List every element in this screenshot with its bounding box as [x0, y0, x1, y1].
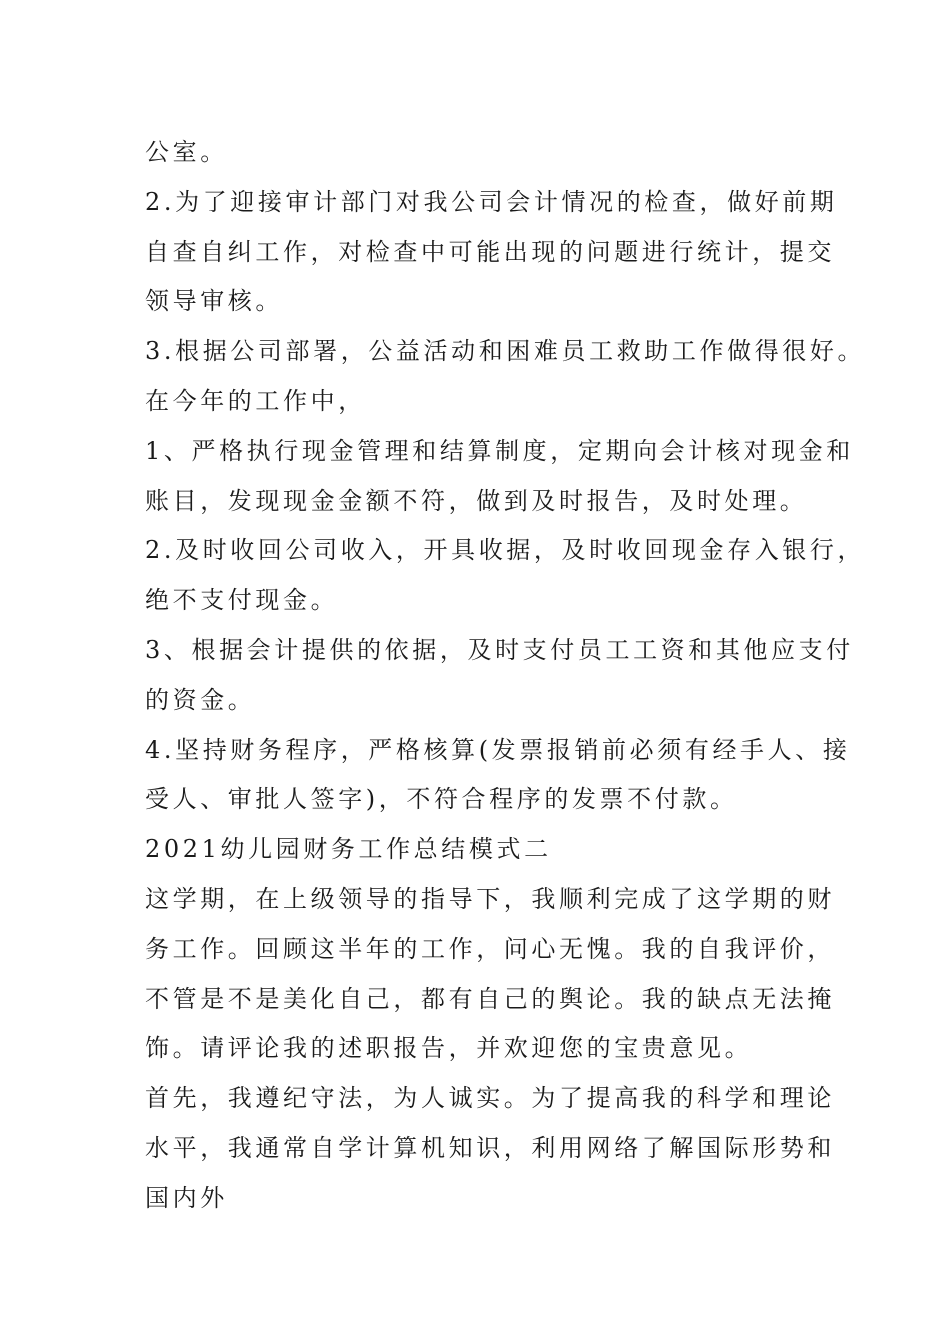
text-line: 自查自纠工作，对检查中可能出现的问题进行统计，提交 — [145, 237, 835, 266]
text-line: 绝不支付现金。 — [145, 586, 339, 615]
text-line: 领导审核。 — [145, 287, 283, 316]
text-line: 4.坚持财务程序，严格核算(发票报销前必须有经手人、接 — [145, 735, 851, 764]
section-heading: 2021幼儿园财务工作总结模式二 — [145, 835, 552, 864]
text-line: 首先，我遵纪守法，为人诚实。为了提高我的科学和理论 — [145, 1084, 835, 1113]
text-line: 3、根据会计提供的依据，及时支付员工工资和其他应支付 — [145, 635, 854, 664]
text-line: 水平，我通常自学计算机知识，利用网络了解国际形势和 — [145, 1133, 835, 1162]
text-line: 3.根据公司部署，公益活动和困难员工救助工作做得很好。 — [145, 337, 866, 366]
text-line: 饰。请评论我的述职报告，并欢迎您的宝贵意见。 — [145, 1034, 753, 1063]
text-line: 国内外 — [145, 1183, 228, 1212]
text-line: 公室。 — [145, 138, 228, 166]
document-body — [145, 128, 866, 1224]
text-line: 账目，发现现金金额不符，做到及时报告，及时处理。 — [145, 486, 808, 515]
text-line: 的资金。 — [145, 685, 256, 714]
text-line: 2.及时收回公司收入，开具收据，及时收回现金存入银行， — [145, 536, 866, 565]
text-line: 1、严格执行现金管理和结算制度，定期向会计核对现金和 — [145, 436, 854, 465]
text-line: 受人、审批人签字)，不符合程序的发票不付款。 — [145, 785, 738, 814]
text-line: 在今年的工作中， — [145, 386, 366, 415]
text-line: 不管是不是美化自己，都有自己的舆论。我的缺点无法掩 — [145, 984, 835, 1013]
text-line: 2.为了迎接审计部门对我公司会计情况的检查，做好前期 — [145, 187, 838, 216]
text-line: 务工作。回顾这半年的工作，问心无愧。我的自我评价， — [145, 934, 835, 963]
text-line: 这学期，在上级领导的指导下，我顺利完成了这学期的财 — [145, 884, 835, 913]
